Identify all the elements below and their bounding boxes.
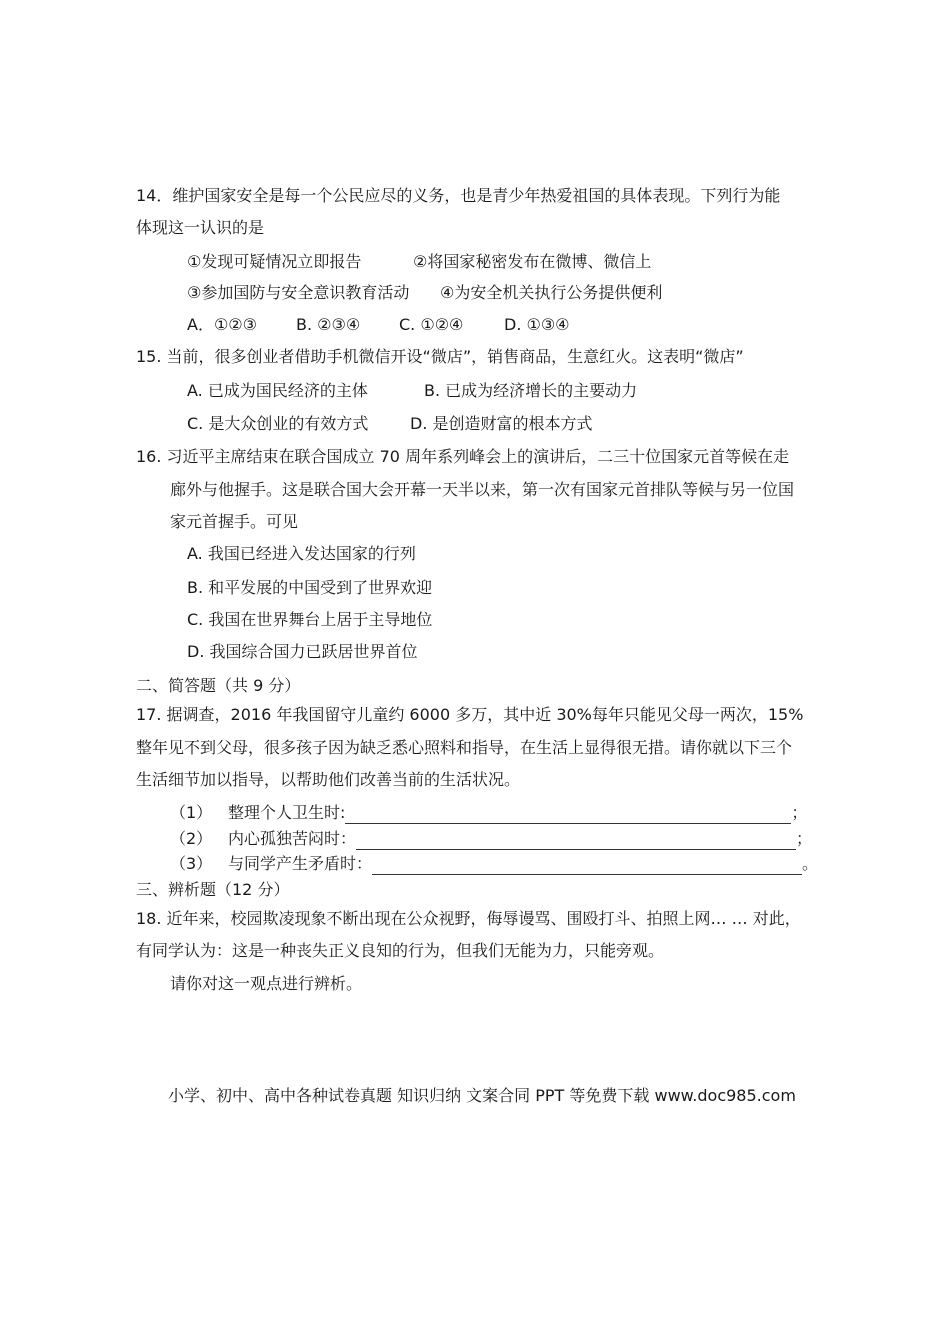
page-footer: 小学、初中、高中各种试卷真题 知识归纳 文案合同 PPT 等免费下载 www.doc985.com bbox=[168, 1086, 796, 1105]
q17-stem-line1: 17. 据调查，2016 年我国留守儿童约 6000 多万，其中近 30%每年只能见父母一两次，15% bbox=[136, 705, 804, 724]
q17-answer-blank-3[interactable] bbox=[372, 858, 802, 875]
q17-stem-line3: 生活细节加以指导，以帮助他们改善当前的生活状况。 bbox=[136, 770, 521, 789]
q17-subq-2-label: 内心孤独苦闷时： bbox=[228, 829, 357, 848]
q16-option-a: A. 我国已经进入发达国家的行列 bbox=[187, 544, 416, 563]
q15-stem: 15. 当前，很多创业者借助手机微信开设“微店”，销售商品，生意红火。这表明“微店” bbox=[136, 347, 744, 366]
q16-stem-line2: 廊外与他握手。这是联合国大会开幕一天半以来，第一次有国家元首排队等候与另一位国 bbox=[170, 480, 795, 499]
q17-subq-1 bbox=[170, 802, 807, 824]
q17-answer-blank-2[interactable] bbox=[356, 833, 796, 850]
q14-option-c: C. ①②④ bbox=[399, 315, 464, 334]
q14-option-a: A．①②③ bbox=[187, 315, 257, 334]
q17-subq-2-end: ； bbox=[796, 829, 813, 848]
q14-option-d: D. ①③④ bbox=[504, 315, 570, 334]
q17-stem-line2: 整年见不到父母，很多孩子因为缺乏悉心照料和指导，在生活上显得很无措。请你就以下三个 bbox=[136, 738, 793, 757]
q17-subq-2 bbox=[170, 828, 812, 850]
q14-option-b: B. ②③④ bbox=[296, 315, 361, 334]
q14-item-4: ④为安全机关执行公务提供便利 bbox=[440, 283, 663, 302]
q16-option-b: B. 和平发展的中国受到了世界欢迎 bbox=[187, 578, 433, 597]
q15-option-b: B. 已成为经济增长的主要动力 bbox=[424, 381, 638, 400]
q17-subq-3-number: （3） bbox=[170, 854, 213, 873]
q18-instruction: 请你对这一观点进行辨析。 bbox=[170, 974, 363, 993]
q17-subq-1-label: 整理个人卫生时: bbox=[228, 803, 346, 822]
q16-option-d: D. 我国综合国力已跃居世界首位 bbox=[187, 642, 418, 661]
q17-subq-3-end: 。 bbox=[802, 854, 819, 873]
q15-option-d: D. 是创造财富的根本方式 bbox=[410, 414, 593, 433]
q17-subq-1-end: ； bbox=[791, 803, 808, 822]
q17-subq-1-number: （1） bbox=[170, 803, 213, 822]
q15-option-c: C. 是大众创业的有效方式 bbox=[187, 414, 369, 433]
q17-subq-2-number: （2） bbox=[170, 829, 213, 848]
section-heading-analysis: 三、辨析题（12 分） bbox=[136, 880, 290, 899]
q16-option-c: C. 我国在世界舞台上居于主导地位 bbox=[187, 610, 433, 629]
q16-stem-line1: 16. 习近平主席结束在联合国成立 70 周年系列峰会上的演讲后，二三十位国家元首等候在走 bbox=[136, 447, 790, 466]
q17-subq-3 bbox=[170, 853, 818, 875]
q14-item-3: ③参加国防与安全意识教育活动 bbox=[187, 283, 410, 302]
q14-stem-line2: 体现这一认识的是 bbox=[136, 218, 265, 237]
section-heading-short-answer: 二、简答题（共 9 分） bbox=[136, 676, 301, 695]
q18-stem-line1: 18. 近年来，校园欺凌现象不断出现在公众视野，侮辱谩骂、围殴打斗、拍照上网… … 对此， bbox=[136, 909, 801, 928]
q18-stem-line2: 有同学认为：这是一种丧失正义良知的行为，但我们无能为力，只能旁观。 bbox=[136, 941, 665, 960]
q14-item-1: ①发现可疑情况立即报告 bbox=[187, 252, 362, 271]
q14-stem-line1: 14．维护国家安全是每一个公民应尽的义务，也是青少年热爱祖国的具体表现。下列行为能 bbox=[136, 186, 781, 205]
q14-item-2: ②将国家秘密发布在微博、微信上 bbox=[413, 252, 652, 271]
q16-stem-line3: 家元首握手。可见 bbox=[170, 512, 299, 531]
q15-option-a: A. 已成为国民经济的主体 bbox=[187, 381, 368, 400]
q17-subq-3-label: 与同学产生矛盾时： bbox=[228, 854, 373, 873]
q17-answer-blank-1[interactable] bbox=[345, 807, 791, 824]
